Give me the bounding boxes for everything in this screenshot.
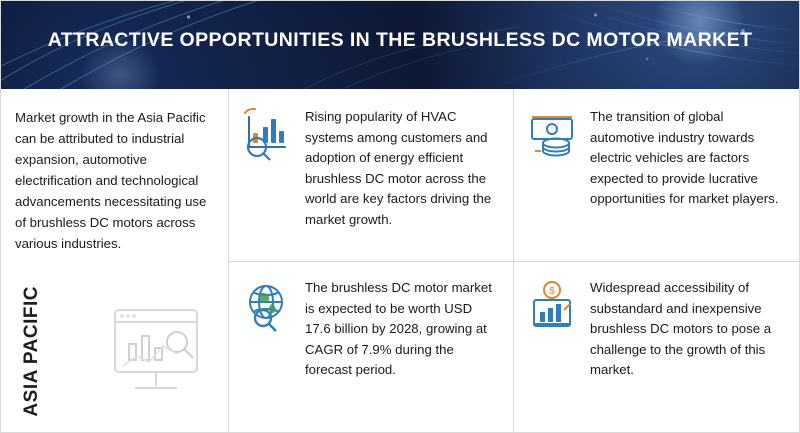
left-panel-description: Market growth in the Asia Pacific can be attributed to industrial expansion, automotive electrification and technological advancements necessitating use of brushless DC motors across various industries. <box>15 110 207 251</box>
bar-chart-dollar-icon <box>526 280 580 334</box>
insight-text: Rising popularity of HVAC systems among customers and adoption of energy efficient brushless DC motor across the world are key factors driving the market growth. <box>305 109 492 227</box>
insight-text: The brushless DC motor market is expected to be worth USD 17.6 billion by 2028, growing at CAGR of 7.9% during the forecast period. <box>305 280 492 377</box>
insight-card <box>514 89 799 261</box>
infographic-body <box>1 89 799 433</box>
insight-card <box>229 261 514 433</box>
insight-card <box>514 261 799 433</box>
left-panel <box>1 89 229 433</box>
insight-grid <box>229 89 799 433</box>
insight-text: Widespread accessibility of substandard and inexpensive brushless DC motors to pose a challenge to the growth of this market. <box>590 280 772 377</box>
insight-text: The transition of global automotive industry towards electric vehicles are factors expected to provide lucrative opportunities for market players. <box>590 109 779 206</box>
svg-text:$: $ <box>549 286 555 297</box>
page-title: ATTRACTIVE OPPORTUNITIES IN THE BRUSHLESS DC MOTOR MARKET <box>47 29 753 51</box>
globe-search-icon <box>241 280 295 334</box>
chart-search-icon <box>241 107 295 161</box>
dashboard-analytics-icon <box>101 296 211 419</box>
header-banner <box>1 1 799 89</box>
region-label: ASIA PACIFIC <box>21 286 42 417</box>
money-coins-icon <box>526 107 580 161</box>
insight-card <box>229 89 514 261</box>
region-block <box>15 285 215 425</box>
